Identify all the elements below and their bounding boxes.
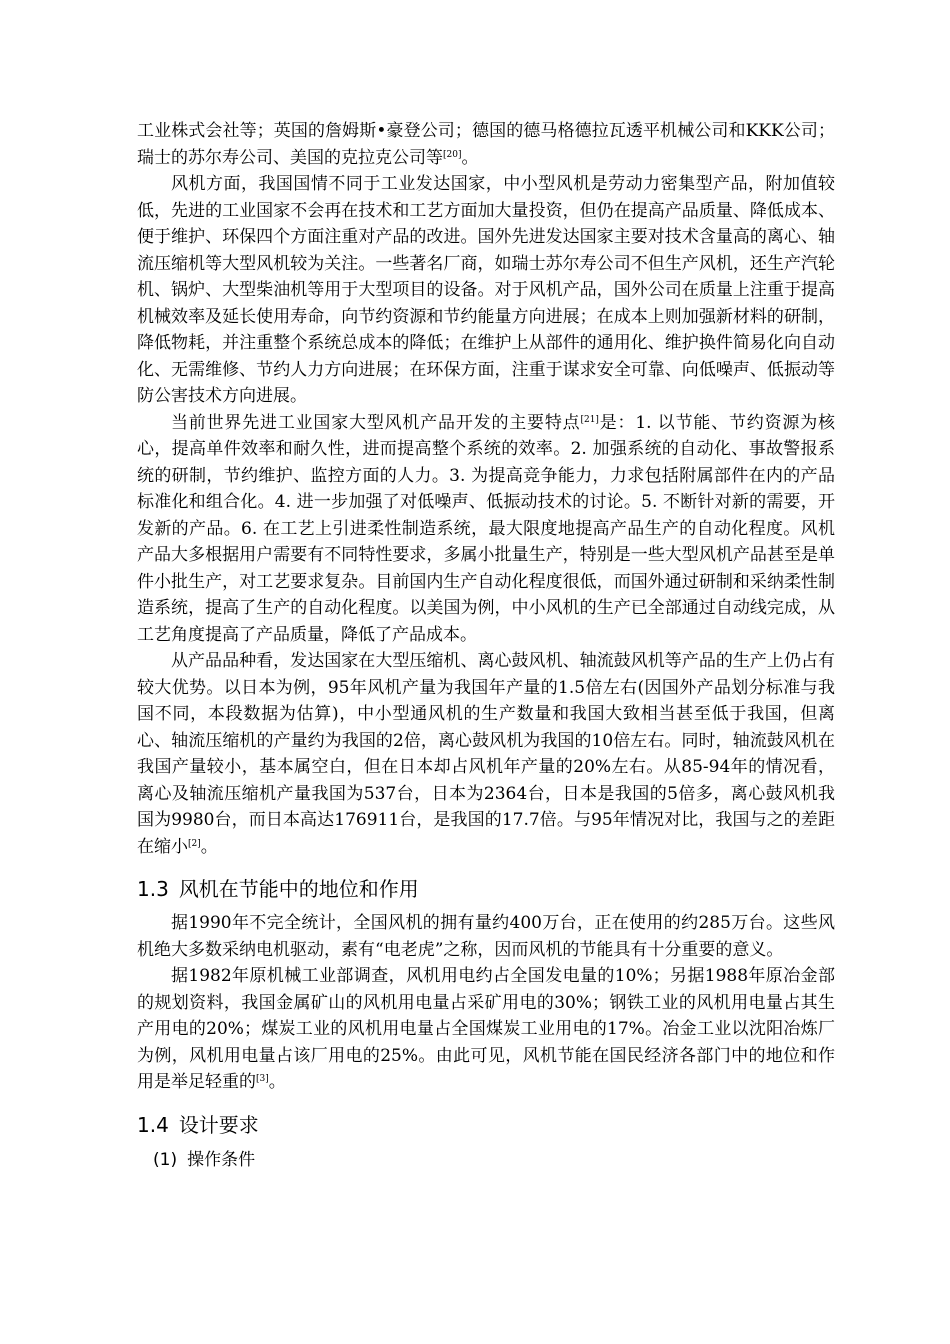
- paragraph-text: 据1982年原机械工业部调查，风机用电约占全国发电量的10%；另据1988年原冶金部的规划资料，我国金属矿山的风机用电量占采矿用电的30%；钢铁工业的风机用电量占其生产用电的20%；煤炭工业的风机用电量占全国煤炭工业用电的17%。冶金工业以沈阳冶炼厂为例，风机用电量占该厂用电的25%。由此可见，风机节能在国民经济各部门中的地位和作用是举足轻重的: [137, 966, 835, 1092]
- paragraph-product-variety: [137, 648, 835, 860]
- section-number: 1.3: [137, 877, 169, 901]
- punctuation: 。: [461, 147, 479, 168]
- section-heading-1-3: [137, 874, 835, 904]
- paragraph-text: 是：1. 以节能、节约资源为核心，提高单件效率和耐久性，进而提高整个系统的效率。2. 加强系统的自动化、事故警报系统的研制，节约维护、监控方面的人力。3. 为提高竞争能力，力求包括附属部件在内的产品标准化和组合化。4. 进一步加强了对低噪声、低振动技术的讨论。5. 不断针对新的需要，开发新的产品。6. 在工艺上引进柔性制造系统，最大限度地提高产品生产的自动化程度。风机产品大多根据用户需要有不同特性要求，多属小批量生产，特别是一些大型风机产品甚至是单件小批生产，对工艺要求复杂。目前国内生产自动化程度很低，而国外通过研制和采纳柔性制造系统，提高了生产的自动化程度。以美国为例，中小风机的生产已全部通过自动线完成，从工艺角度提高了产品质量，降低了产品成本。: [137, 412, 836, 645]
- paragraph-statistics-1990: 据1990年不完全统计，全国风机的拥有量约400万台，正在使用的约285万台。这些风机绝大多数采纳电机驱动，素有“电老虎”之称，因而风机的节能具有十分重要的意义。: [137, 913, 835, 960]
- paragraph-text: 从产品品种看，发达国家在大型压缩机、离心鼓风机、轴流鼓风机等产品的生产上仍占有较大优势。以日本为例，95年风机产量为我国年产量的1.5倍左右(因国外产品划分标准与我国不同，本段数据为估算)，中小型通风机的生产数量和我国大致相当甚至低于我国，但离心、轴流压缩机的产量约为我国的2倍，离心鼓风机为我国的10倍左右。同时，轴流鼓风机在我国产量较小，基本属空白，但在日本却占风机年产量的20%左右。从85-94年的情况看，离心及轴流压缩机产量我国为537台，日本为2364台，日本是我国的5倍多，离心鼓风机我国为9980台，而日本高达176911台，是我国的17.7倍。与95年情况对比，我国与之的差距在缩小: [137, 651, 835, 857]
- citation-ref: [21]: [580, 414, 599, 425]
- paragraph-companies: [137, 118, 835, 171]
- list-item-label: 操作条件: [187, 1149, 256, 1170]
- section-title: 风机在节能中的地位和作用: [178, 877, 419, 901]
- punctuation: 。: [200, 836, 218, 857]
- section-heading-1-4: [137, 1110, 835, 1140]
- list-item-operating-conditions: [153, 1146, 835, 1174]
- paragraph-text: 工业株式会社等；英国的詹姆斯•豪登公司；德国的德马格德拉瓦透平机械公司和KKK公司；瑞士的苏尔寿公司、美国的克拉克公司等: [137, 121, 835, 168]
- paragraph-text: 当前世界先进工业国家大型风机产品开发的主要特点: [171, 412, 581, 433]
- paragraph-main-features: [137, 410, 835, 649]
- section-number: 1.4: [137, 1112, 169, 1137]
- citation-ref: [2]: [188, 838, 201, 849]
- citation-ref: [3]: [256, 1074, 269, 1084]
- citation-ref: [20]: [443, 149, 462, 160]
- document-page: [137, 118, 835, 1174]
- paragraph-survey-1982: [137, 963, 835, 1096]
- section-title: 设计要求: [178, 1112, 259, 1137]
- list-item-number: (1): [153, 1149, 178, 1170]
- paragraph-fan-aspects: 风机方面，我国国情不同于工业发达国家，中小型风机是劳动力密集型产品，附加值较低，先进的工业国家不会再在技术和工艺方面加大量投资，但仍在提高产品质量、降低成本、便于维护、环保四个方面注重对产品的改进。国外先进发达国家主要对技术含量高的离心、轴流压缩机等大型风机较为关注。一些著名厂商，如瑞士苏尔寿公司不但生产风机，还生产汽轮机、锅炉、大型柴油机等用于大型项目的设备。对于风机产品，国外公司在质量上注重于提高机械效率及延长使用寿命，向节约资源和节约能量方向进展；在成本上则加强新材料的研制，降低物耗，并注重整个系统总成本的降低；在维护上从部件的通用化、维护换件简易化向自动化、无需维修、节约人力方向进展；在环保方面，注重于谋求安全可靠、向低噪声、低振动等防公害技术方向进展。: [137, 174, 835, 406]
- punctuation: 。: [268, 1072, 286, 1092]
